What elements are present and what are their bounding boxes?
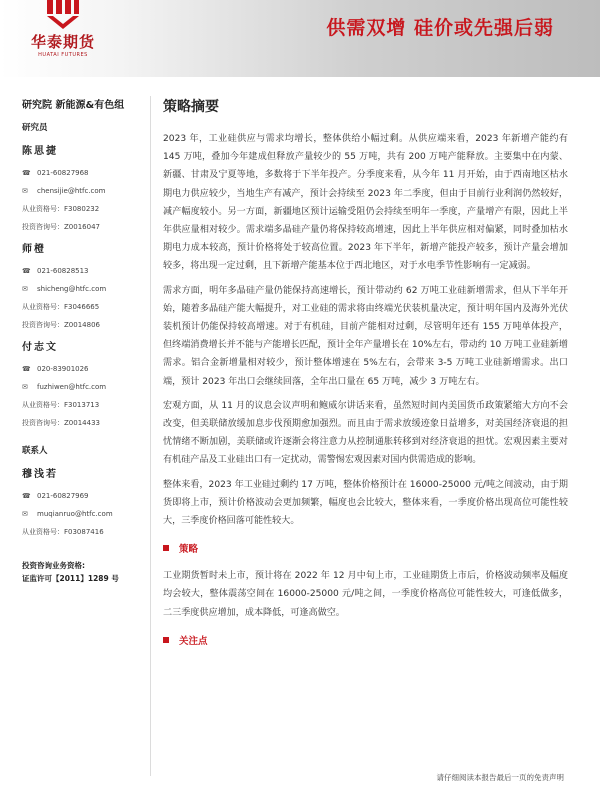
phone-icon: ☎ (22, 364, 31, 373)
phone-line (22, 265, 147, 276)
analyst-card (22, 338, 147, 428)
focus-heading-text: 关注点 (179, 635, 208, 647)
advisor-number: 投资咨询号：Z0016047 (22, 222, 100, 231)
phone-line (22, 167, 147, 178)
email-icon: ✉ (22, 284, 28, 293)
main-content (163, 96, 568, 659)
phone-icon: ☎ (22, 266, 31, 275)
analyst-name: 付志文 (22, 342, 58, 353)
logo-chinese-name: 华泰期货 (30, 33, 95, 51)
analyst-card (22, 142, 147, 232)
email-address[interactable]: muqianruo@htfc.com (37, 509, 113, 518)
report-header (0, 0, 600, 77)
email-line (22, 185, 147, 196)
strategy-paragraph: 工业期货暂时未上市，预计将在 2022 年 12 月中旬上市，工业硅期货上市后，价格波动频率及幅度均会较大，整体震荡空间在 16000-25000 元/吨之间，一季度价格高位可能性较大，可逢低做多，二三季度供应增加，成本降低，可逢高做空。 (163, 571, 568, 618)
contact-name: 穆浅若 (22, 469, 58, 480)
summary-paragraph: 2023 年，工业硅供应与需求均增长，整体供给小幅过剩。从供应端来看，2023 年新增产能约有 145 万吨，叠加今年建成但释放产量较少的 55 万吨，共有 200 万吨产能释放。主要集中在内蒙、新疆、甘肃及宁夏等地，多数将于下半年投产。分季度来看，从今年 11 月开始，由于西南地区枯水期电力供应较少，当地生产有减产，预计会持续至 2023 年二季度，但由于目前行业利润仍然较好，减产幅度较小。另一方面，新疆地区预计运输受阻仍会持续至明年一季度，产量增产有限，因此上半年供应量相对较少。需求端多晶硅产量仍将保持较高增速，因此上半年供应相对偏紧，同时叠加枯水期电力成本较高，预计价格将处于较高位置。2023 年下半年，新增产能投产较多，预计产量会增加较多，将出现一定过剩，且下新增产能基本位于西北地区，对于水电季节性影响有一定减弱。 (163, 134, 568, 272)
email-line (22, 283, 147, 294)
email-line (22, 381, 147, 392)
logo-mark-icon (45, 0, 81, 30)
phone-line (22, 490, 147, 501)
advisor-number: 投资咨询号：Z0014806 (22, 320, 100, 329)
license-number: 从业资格号：F3013713 (22, 400, 100, 409)
summary-paragraph: 宏观方面，从 11 月的议息会议声明和鲍威尔讲话来看，虽然短时间内美国货币政策紧缩大方向不会改变，但美联储放缓加息步伐预期愈加强烈。而且由于需求放缓迹象日益增多，对美国经济衰退的担忧情绪不断加剧，美联储或许逐渐会将注意力从控制通胀转移到对经济衰退的担忧。宏观因素主要对有机硅产品及工业硅出口有一定扰动，需警惕宏观因素对国内供需造成的影响。 (163, 400, 568, 466)
square-bullet-icon (163, 637, 169, 643)
square-bullet-icon (163, 545, 169, 551)
report-title: 供需双增 硅价或先强后弱 (326, 17, 554, 39)
phone-line (22, 363, 147, 374)
company-logo (18, 0, 108, 72)
contact-label: 联系人 (22, 446, 48, 456)
license-number: 从业资格号：F03087416 (22, 527, 104, 536)
strategy-heading (163, 541, 568, 555)
cert-label: 投资咨询业务资格: (22, 561, 85, 570)
email-line (22, 508, 147, 519)
license-number: 从业资格号：F3080232 (22, 204, 100, 213)
sidebar (22, 96, 147, 585)
analyst-card (22, 240, 147, 330)
logo-english-name: HUATAI FUTURES (38, 52, 88, 58)
phone-number: 021-60827968 (37, 168, 89, 177)
email-icon: ✉ (22, 186, 28, 195)
analyst-name: 师橙 (22, 244, 46, 255)
department-label: 研究院 新能源&有色组 (22, 100, 125, 111)
email-icon: ✉ (22, 509, 28, 518)
email-address[interactable]: shicheng@htfc.com (37, 284, 107, 293)
section-title: 策略摘要 (163, 99, 219, 115)
license-number: 从业资格号：F3046665 (22, 302, 100, 311)
focus-heading (163, 633, 568, 647)
disclaimer-footer: 请仔细阅读本报告最后一页的免责声明 (436, 773, 564, 782)
summary-paragraph: 需求方面，明年多晶硅产量仍能保持高速增长，预计带动约 62 万吨工业硅新增需求，但从下半年开始，随着多晶硅产能大幅提升，对工业硅的需求将由终端光伏装机量决定，预计明年国内及海外光伏装机预计仍能保持较高增速。对于有机硅，目前产能相对过剩，尽管明年还有 155 万吨单体投产，但终端消费增长并不能与产能增长匹配，预计全年产量增长在 10%左右，带动约 10 万吨工业硅新增需求。铝合金新增量相对较少，预计整体增速在 5%左右，会带来 3-5 万吨工业硅新增需求。出口端，预计 2023 年出口会继续回落，全年出口量在 65 万吨，减少 3 万吨左右。 (163, 285, 568, 387)
cert-number: 证监许可【2011】1289 号 (22, 574, 119, 583)
phone-number: 021-60828513 (37, 266, 89, 275)
phone-number: 020-83901026 (37, 364, 89, 373)
summary-paragraph: 整体来看，2023 年工业硅过剩约 17 万吨，整体价格预计在 16000-25000 元/吨之间波动，由于期货即将上市，预计价格波动会更加频繁，幅度也会比较大，整体来看，一季度价格出现高位可能性较大，三季度价格回落可能性较大。 (163, 479, 568, 527)
column-divider (150, 96, 151, 776)
phone-icon: ☎ (22, 491, 31, 500)
email-address[interactable]: fuzhiwen@htfc.com (37, 382, 107, 391)
advisor-number: 投资咨询号：Z0014433 (22, 418, 100, 427)
phone-icon: ☎ (22, 168, 31, 177)
analyst-name: 陈思捷 (22, 146, 58, 157)
contact-card (22, 465, 147, 537)
strategy-heading-text: 策略 (179, 544, 199, 556)
certification-info (22, 559, 147, 585)
researchers-label: 研究员 (22, 123, 48, 133)
email-address[interactable]: chensijie@htfc.com (37, 186, 106, 195)
phone-number: 021-60827969 (37, 491, 89, 500)
email-icon: ✉ (22, 382, 28, 391)
